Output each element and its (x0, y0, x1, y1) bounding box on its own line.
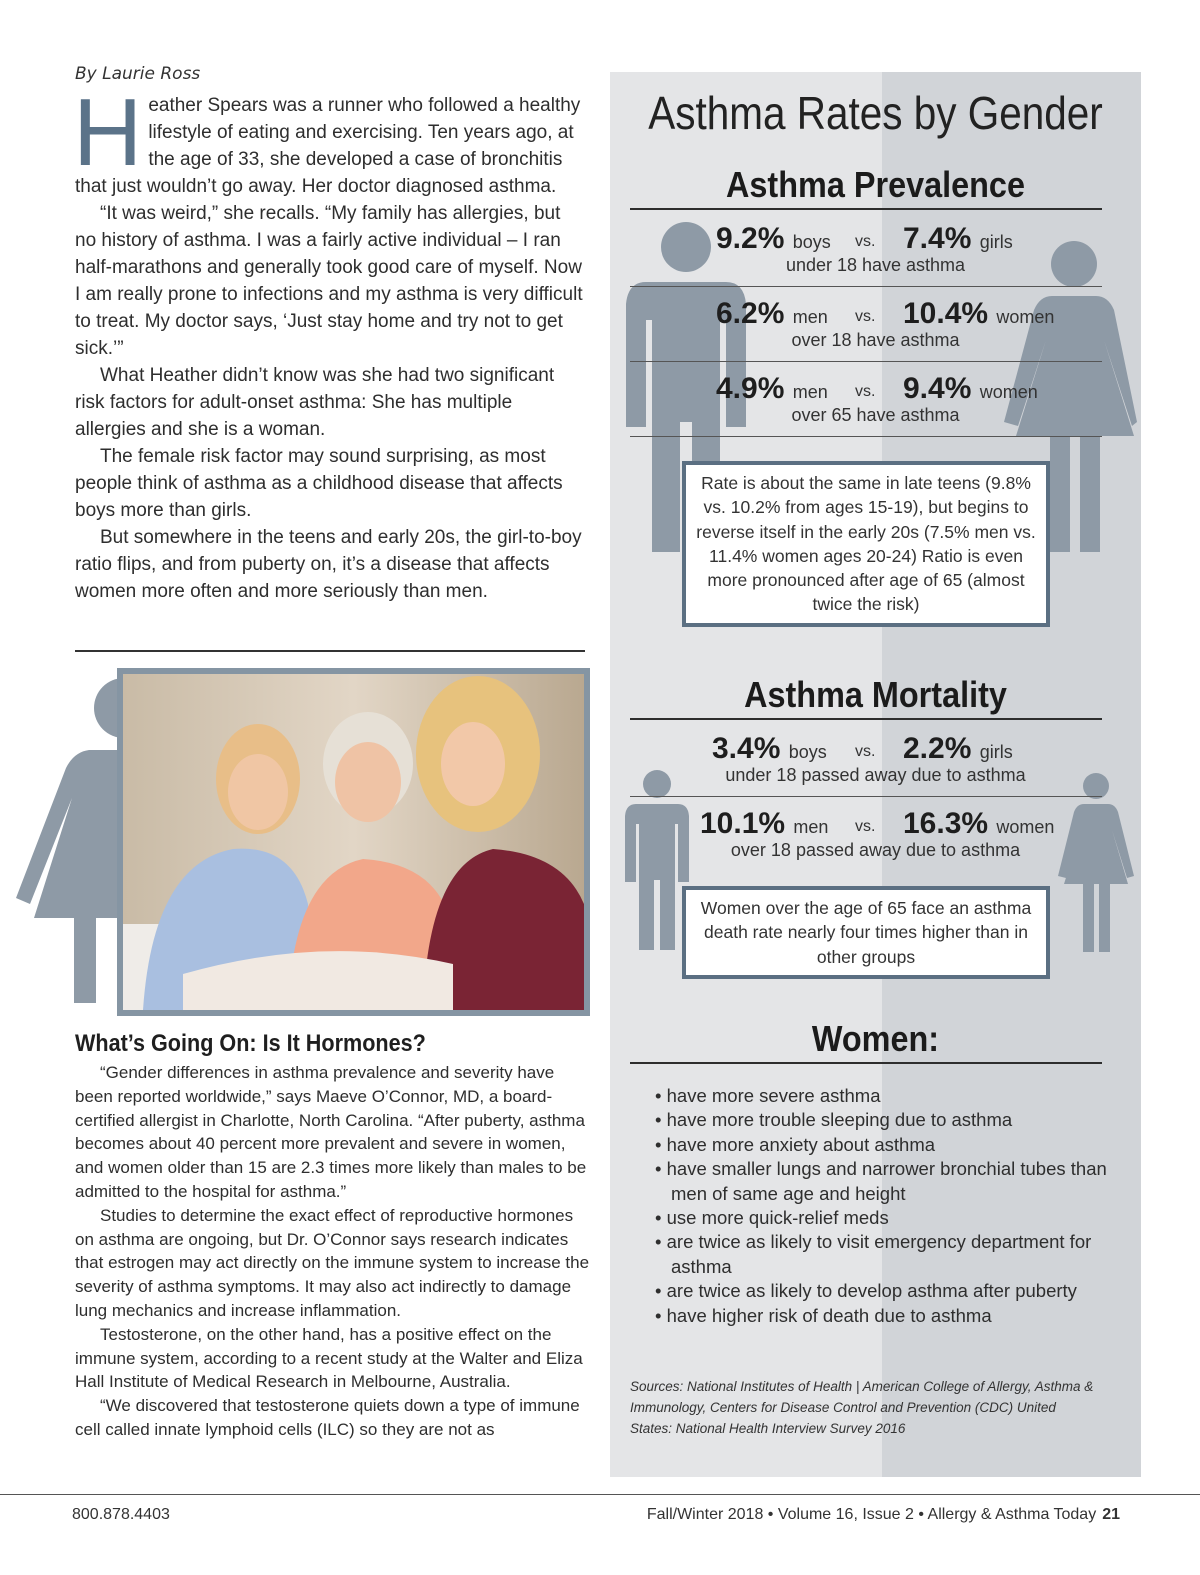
list-item: • have more anxiety about asthma (655, 1133, 936, 1155)
row-divider (630, 796, 1102, 797)
list-item: • are twice as likely to develop asthma after puberty (655, 1280, 1077, 1302)
footer-rule (0, 1494, 1200, 1495)
photo-panel (12, 668, 590, 1016)
women-facts-list (655, 1084, 1115, 1328)
body-paragraph: “We discovered that testosterone quiets down a type of immune cell called innate lymphoid cells (ILC) so they are not as (75, 1396, 580, 1439)
intro-paragraph: But somewhere in the teens and early 20s, the girl-to-boy ratio flips, and from puberty on, it’s a disease that affects women more often and more seriously than men. (75, 527, 582, 602)
mortality-row: 3.4% boys vs. 2.2% girls under 18 passed away due to asthma (712, 732, 1026, 785)
prevalence-row: 6.2% men vs. 10.4% women over 18 have asthma (716, 297, 1055, 350)
section-divider (75, 650, 585, 652)
intro-paragraph: Heather Spears was a runner who followed a healthy lifestyle of eating and exercising. Ten years ago, at the age of 33, she developed a case of bronchitis that just wouldn’t go away. Her doctor diagnosed asthma. (73, 79, 581, 197)
photo-three-women (117, 668, 590, 1016)
women-rule (630, 1062, 1102, 1064)
row-divider (630, 361, 1102, 362)
list-item: • have more severe asthma (655, 1085, 881, 1106)
prevalence-heading: Asthma Prevalence (726, 164, 1025, 205)
mortality-rule (630, 718, 1102, 720)
mortality-heading: Asthma Mortality (744, 674, 1007, 715)
row-divider (630, 286, 1102, 287)
footer-issue: Fall/Winter 2018 • Volume 16, Issue 2 • Allergy & Asthma Today 21 (646, 1506, 1120, 1523)
list-item: • have smaller lungs and narrower bronchial tubes than men of same age and height (655, 1158, 1107, 1204)
list-item: • use more quick-relief meds (655, 1207, 889, 1229)
section-heading: What’s Going On: Is It Hormones? (75, 1030, 426, 1057)
prevalence-rule (630, 208, 1102, 210)
page-number: 21 (1102, 1506, 1120, 1523)
footer-phone: 800.878.4403 (72, 1506, 170, 1523)
list-item: • are twice as likely to visit emergency department for asthma (655, 1231, 1092, 1277)
prevalence-callout: Rate is about the same in late teens (9.8% vs. 10.2% from ages 15-19), but begins to reverse itself in the early 20s (7.5% men vs. 11.4% women ages 20-24) Ratio is even more pronounced after age of 65 (almost twice the risk) (682, 461, 1050, 627)
body-paragraph: Testosterone, on the other hand, has a positive effect on the immune system, according to a recent study at the Walter and Eliza Hall Institute of Medical Research in Melbourne, Australia. (75, 1324, 583, 1392)
drop-cap: H (73, 79, 143, 186)
mortality-row: 10.1% men vs. 16.3% women over 18 passed away due to asthma (700, 807, 1055, 860)
women-heading: Women: (811, 1018, 940, 1059)
panel-title: Asthma Rates by Gender (648, 87, 1103, 139)
intro-paragraph: The female risk factor may sound surprising, as most people think of asthma as a childhood disease that affects boys more than girls. (75, 446, 563, 521)
infographic-panel (610, 72, 1141, 1477)
mortality-callout: Women over the age of 65 face an asthma death rate nearly four times higher than in other groups (682, 886, 1050, 979)
prevalence-row: 9.2% boys vs. 7.4% girls under 18 have asthma (716, 222, 1013, 275)
body-paragraph: Studies to determine the exact effect of reproductive hormones on asthma are ongoing, but Dr. O’Connor says research indicates that estrogen may act directly on the immune system to increase the severity of asthma symptoms. It may also act indirectly to damage lung mechanics and increase inflammation. (75, 1205, 590, 1320)
row-divider (630, 436, 1102, 437)
section-body (75, 1061, 590, 1442)
sources-note: Sources: National Institutes of Health | American College of Allergy, Asthma & Immunology, Centers for Disease Control and Prevention (CDC) United States: National Health Interview Survey 2016 (630, 1379, 1094, 1436)
list-item: • have more trouble sleeping due to asthma (655, 1109, 1013, 1131)
body-paragraph: “Gender differences in asthma prevalence and severity have been reported worldwide,” says Maeve O’Connor, MD, a board-certified allergist in Charlotte, North Carolina. “After puberty, asthma becomes about 40 percent more prevalent and severe in women, and women older than 15 are 2.3 times more likely than males to be admitted to the hospital for asthma.” (75, 1063, 587, 1201)
intro-paragraph: What Heather didn’t know was she had two significant risk factors for adult-onset asthma: She has multiple allergies and she is a woman. (75, 365, 555, 440)
list-item: • have higher risk of death due to asthma (655, 1304, 992, 1326)
intro-paragraph: “It was weird,” she recalls. “My family has allergies, but no history of asthma. I was a fairly active individual – I ran half-marathons and generally took good care of myself. Now I am really prone to infections and my asthma is very difficult to treat. My doctor says, ‘Just stay home and try not to get sick.’” (75, 203, 583, 359)
family-photo-image (123, 674, 584, 1010)
prevalence-row: 4.9% men vs. 9.4% women over 65 have asthma (716, 372, 1038, 425)
woman-silhouette-icon (4, 668, 129, 1016)
intro-text (73, 79, 585, 605)
byline: By Laurie Ross (75, 64, 201, 84)
